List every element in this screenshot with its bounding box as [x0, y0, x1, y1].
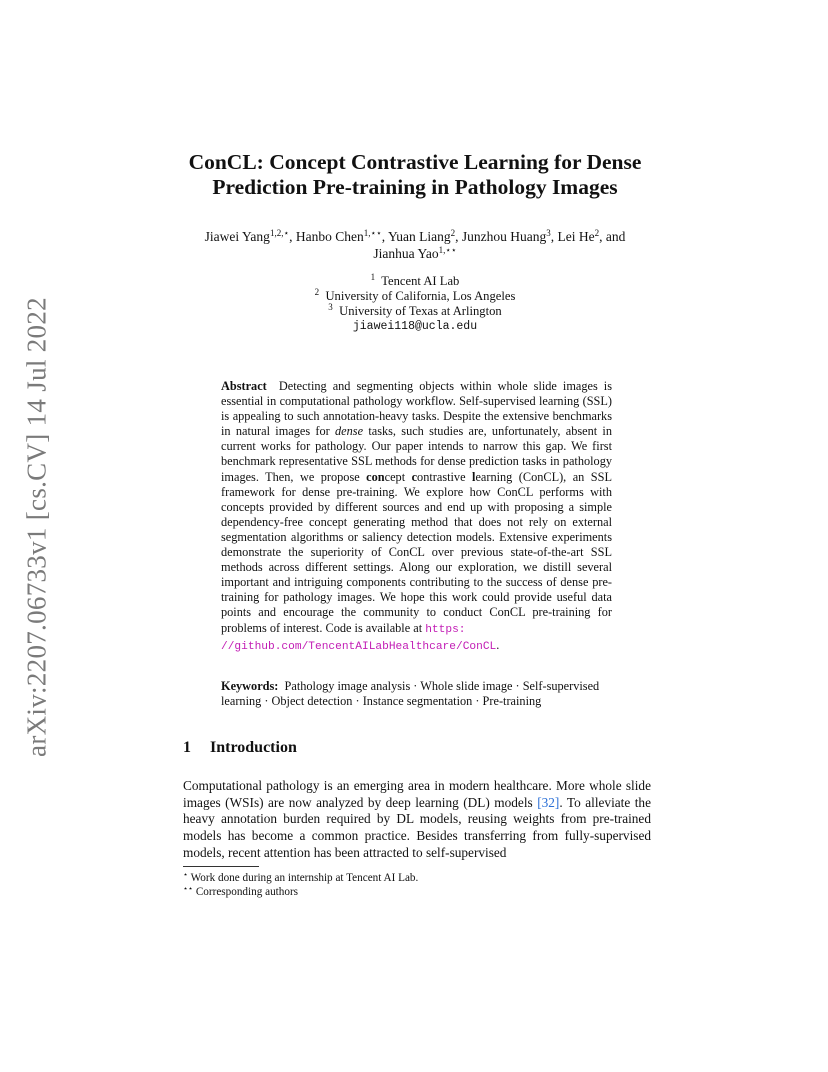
abstract-text: cept — [384, 469, 406, 484]
affiliation-text: University of California, Los Angeles — [325, 289, 516, 303]
abstract-text: ontrastive — [417, 469, 466, 484]
abstract — [221, 379, 612, 655]
footnote-rule — [183, 866, 259, 867]
author-name: Jianhua Yao — [373, 246, 439, 261]
arxiv-identifier-text: arXiv:2207.06733v1 [cs.CV] 14 Jul 2022 — [21, 297, 52, 757]
author-name: Hanbo Chen — [295, 229, 364, 244]
author-superscript: 1,⋆⋆ — [363, 228, 382, 238]
footnote-text: Corresponding authors — [195, 886, 299, 899]
abstract-text: Detecting and segmenting objects within whole slide images is essential in computational pathology workflow. Self-supervised learning (SSL) is appealing to such annotation-heavy tasks. Despite the extensive benchmarks in natural images for — [221, 379, 612, 439]
footnote-item — [183, 885, 418, 899]
arxiv-identifier-sidebar — [15, 296, 59, 758]
keywords-text: Pathology image analysis · Whole slide image · Self-supervised learning · Object detection · Instance segmentation · Pre-training — [221, 679, 600, 709]
abstract-text: earning (ConCL), an SSL framework for dense pre-training. We explore how ConCL performs with concepts provided by different sources and end up with proposing a simple dependency-free concept generating method that does not rely on external segmentation algorithms or saliency detection models. Extensive experiments demonstrate the superiority of ConCL over previous state-of-the-art SSL methods across different settings. Along our exploration, we distill several important and intriguing components contributing to the success of dense pre-training for pathology images. We hope this work could provide useful data points and encourage the community to conduct ConCL pre-training for problems of interest. Code is available at — [221, 469, 612, 635]
abstract-text: tasks, such studies are, unfortunately, absent in current works for pathology. Our paper intends to narrow this gap. We first benchmark representative SSL methods for dense prediction tasks in pathology images. Then, we propose — [221, 424, 612, 484]
affiliation-item — [150, 289, 680, 304]
title-line-2: Prediction Pre-training in Pathology Images — [212, 175, 618, 199]
code-link-part[interactable]: //github.com/TencentAILabHealthcare/ConCL — [221, 640, 497, 653]
affiliation-item — [150, 304, 680, 319]
code-link-part[interactable]: https: — [425, 623, 466, 636]
body-text: . To alleviate the heavy annotation burden required by DL models, reusing weights from pre-trained models has become a common practice. Besides transferring from fully-supervised models, recent attention has been attracted to self-supervised — [183, 794, 651, 860]
author-name: Junzhou Huang — [461, 229, 547, 244]
section-title: Introduction — [210, 739, 297, 756]
abstract-heading: Abstract — [221, 379, 267, 393]
footnote-text: Work done during an internship at Tencent AI Lab. — [190, 872, 419, 884]
author-conjunction: and — [605, 229, 626, 244]
contact-email: jiawei118@ucla.edu — [352, 320, 478, 333]
footnotes — [183, 871, 418, 899]
author-name: Jiawei Yang — [204, 229, 270, 244]
section-heading — [183, 739, 297, 757]
acronym-letter: con — [366, 469, 385, 484]
footnote-mark: ⋆ — [183, 870, 189, 879]
acronym-letter: c — [411, 469, 418, 484]
citation-link[interactable]: [32] — [537, 794, 560, 810]
section-number: 1 — [183, 739, 191, 756]
keywords — [221, 679, 612, 709]
affiliation-text: Tencent AI Lab — [381, 274, 460, 288]
affiliation-number: 3 — [328, 302, 333, 312]
author-name: Lei He — [557, 229, 595, 244]
footnote-mark: ⋆⋆ — [183, 884, 194, 894]
abstract-text: . — [496, 637, 500, 652]
affiliation-number: 2 — [314, 287, 320, 297]
footnote-item — [183, 871, 418, 885]
author-superscript: 1,⋆⋆ — [438, 245, 457, 255]
author-name: Yuan Liang — [387, 229, 451, 244]
title-line-1: ConCL: Concept Contrastive Learning for Dense — [188, 150, 642, 174]
body-text: Computational pathology is an emerging area in modern healthcare. More whole slide images (WSIs) are now analyzed by deep learning (DL) models — [183, 778, 651, 810]
acronym-letter: l — [472, 469, 476, 484]
affiliation-number: 1 — [370, 272, 376, 282]
author-superscript: 1,2,⋆ — [269, 228, 290, 238]
affiliation-item — [150, 274, 680, 289]
author-superscript: 2 — [450, 228, 456, 238]
introduction-paragraph — [183, 778, 651, 862]
paper-title — [150, 150, 680, 200]
author-superscript: 2 — [594, 228, 600, 238]
keywords-label: Keywords: — [221, 679, 279, 693]
author-list: Jiawei Yang$^{1,2,⋆}$, Hanbo Chen$^{1,⋆⋆}$, Yuan Liang$^2$, Junzhou Huang$^3$, Lei He$^2$, and Jianhua Yao$^{1,⋆⋆}$ — [204, 228, 626, 261]
affiliations — [150, 274, 680, 334]
author-superscript: 3 — [546, 228, 551, 238]
abstract-emphasis: dense — [335, 424, 364, 439]
affiliation-text: University of Texas at Arlington — [339, 304, 502, 318]
